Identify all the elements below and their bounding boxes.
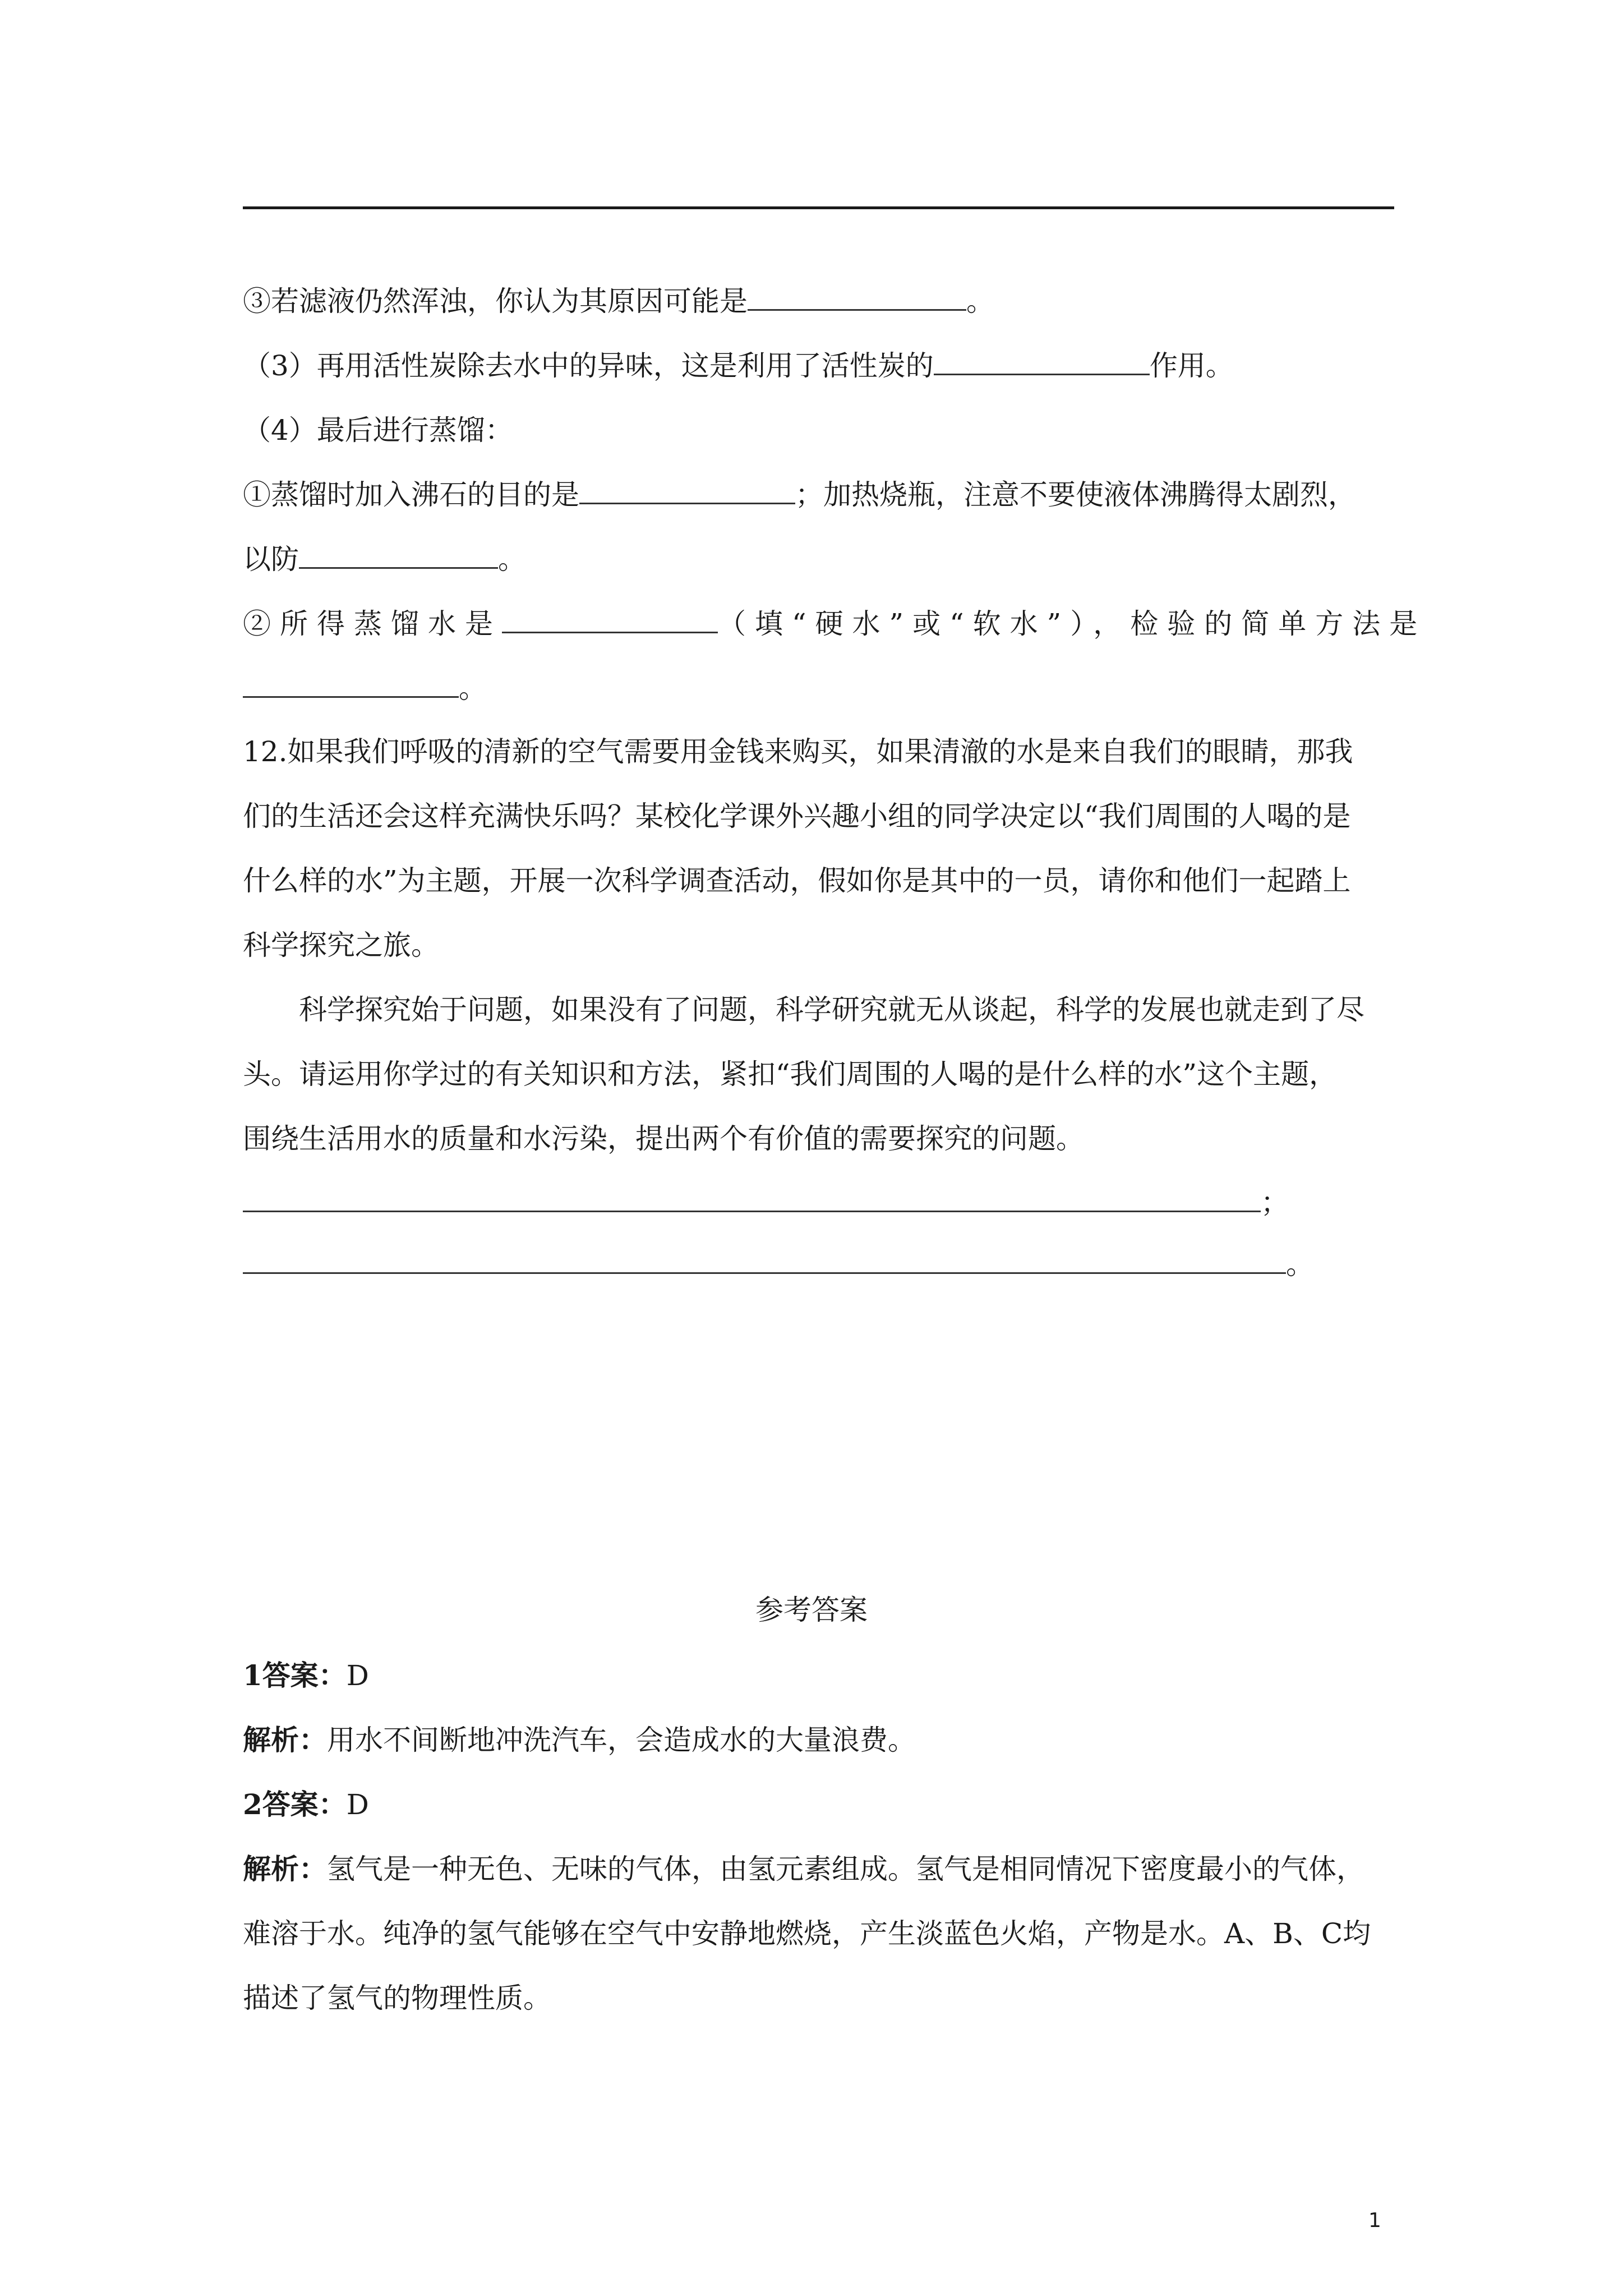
answer-blank[interactable] [243,671,459,698]
header-rule [243,206,1394,209]
answer-blank[interactable] [579,478,795,504]
answer-blank[interactable] [502,607,718,633]
answer-blank[interactable] [299,542,498,569]
q12-answer-line-2: 。 [243,1246,1314,1282]
q12-paragraph-line: 什么样的水”为主题，开展一次科学调查活动，假如你是其中的一员，请你和他们一起踏上 [243,864,1351,897]
q11-line-prevent: 以防 。 [243,543,526,576]
q11-line-method: 。 [243,670,487,706]
explanation-2-line: 描述了氢气的物理性质。 [243,1982,551,2014]
answer-1: 1答案：D [243,1659,369,1692]
answer-blank[interactable] [934,349,1150,375]
explanation-2-line: 难溶于水。纯净的氢气能够在空气中安静地燃烧，产生淡蓝色火焰，产物是水。A、B、C均 [243,1917,1371,1950]
answer-blank[interactable] [748,284,966,311]
answer-blank[interactable] [243,1248,1286,1274]
q12-paragraph-line: 科学探究始于问题，如果没有了问题，科学研究就无从谈起，科学的发展也就走到了尽 [299,993,1364,1026]
q12-paragraph-line: 围绕生活用水的质量和水污染，提出两个有价值的需要探究的问题。 [243,1122,1084,1155]
explanation-1: 解析：用水不间断地冲洗汽车，会造成水的大量浪费。 [243,1723,916,1756]
q12-paragraph-line: 们的生活还会这样充满快乐吗？某校化学课外兴趣小组的同学决定以“我们周围的人喝的是 [243,800,1351,832]
answers-title: 参考答案 [755,1594,868,1626]
q12-paragraph-line: 科学探究之旅。 [243,929,439,961]
q11-line-boiling-stone: ①蒸馏时加入沸石的目的是 ；加热烧瓶，注意不要使液体沸腾得太剧烈， [243,478,1356,511]
q12-paragraph-line: 头。请运用你学过的有关知识和方法，紧扣“我们周围的人喝的是什么样的水”这个主题， [243,1058,1338,1091]
q11-line-filtrate: ③若滤液仍然浑浊，你认为其原因可能是 。 [243,285,994,318]
answer-blank[interactable] [243,1186,1261,1212]
q11-line-distillation: （4）最后进行蒸馏： [243,414,513,447]
q11-line-activated-carbon: （3）再用活性炭除去水中的异味，这是利用了活性炭的 作用。 [243,349,1234,382]
q11-line-distilled-water: ②所得蒸馏水是 （填“硬水”或“软水”），检验的简单方法是 [243,608,1427,640]
q12-paragraph-line: 12.如果我们呼吸的清新的空气需要用金钱来购买，如果清澈的水是来自我们的眼睛，那我 [243,735,1353,768]
q12-answer-line-1: ； [243,1185,1289,1221]
explanation-2: 解析：氢气是一种无色、无味的气体，由氢元素组成。氢气是相同情况下密度最小的气体， [243,1852,1364,1885]
page-number: 1 [1368,2209,1381,2232]
answer-2: 2答案：D [243,1788,369,1821]
